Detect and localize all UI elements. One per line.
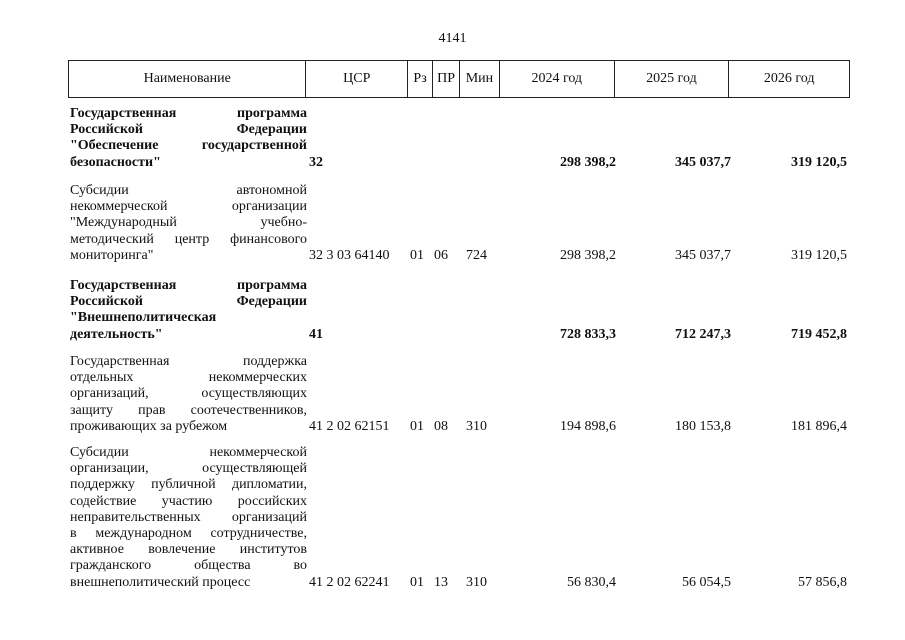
row-name <box>70 278 307 343</box>
row-name-line: Российской Федерации <box>70 122 307 138</box>
row-name-line: поддержку публичной дипломатии, <box>70 477 307 493</box>
column-header-2026: 2026 год <box>763 71 815 86</box>
row-name-line: Государственная программа <box>70 278 307 293</box>
row-value-2024: 56 830,4 <box>567 574 616 590</box>
column-header-rz: Рз <box>408 61 433 97</box>
row-rz: 01 <box>410 418 424 434</box>
table-header <box>68 60 850 98</box>
row-name-line: в международном сотрудничестве, <box>70 526 307 542</box>
row-value-2024: 194 898,6 <box>560 418 616 434</box>
row-name-line: Государственная программа <box>70 106 307 121</box>
row-name-line: деятельность" <box>70 326 163 342</box>
row-name-line: проживающих за рубежом <box>70 418 228 434</box>
row-value-2025: 712 247,3 <box>675 326 731 342</box>
row-name-line: активное вовлечение институтов <box>70 542 307 558</box>
column-header-2024: 2024 год <box>500 61 615 97</box>
row-value-2026: 181 896,4 <box>791 418 847 434</box>
row-name-line: организации, осуществляющей <box>70 461 307 477</box>
row-name-line: содействие участию российских <box>70 493 307 509</box>
column-header-csr: ЦСР <box>306 61 408 97</box>
row-name <box>70 445 307 591</box>
row-value-2025: 56 054,5 <box>682 574 731 590</box>
row-pr: 08 <box>434 418 448 434</box>
row-value-2024: 298 398,2 <box>560 154 616 170</box>
row-csr: 41 2 02 62151 <box>309 418 390 434</box>
row-name <box>70 106 307 171</box>
row-value-2025: 180 153,8 <box>675 418 731 434</box>
row-name-line: методический центр финансового <box>70 231 307 247</box>
table-row <box>68 183 850 264</box>
row-value-2026: 57 856,8 <box>798 574 847 590</box>
column-header-name: Наименование <box>69 61 306 97</box>
row-name <box>70 183 307 264</box>
row-value-2024: 728 833,3 <box>560 326 616 342</box>
row-rz: 01 <box>410 247 424 263</box>
row-name-line: гражданского общества во <box>70 558 307 574</box>
row-name-line: Субсидии некоммерческой <box>70 445 307 460</box>
row-min: 310 <box>466 574 487 590</box>
row-value-2024: 298 398,2 <box>560 247 616 263</box>
row-value-2026: 319 120,5 <box>791 247 847 263</box>
column-header-pr: ПР <box>433 61 460 97</box>
row-name-line: внешнеполитический процесс <box>70 574 251 590</box>
page-number: 4141 <box>438 31 467 46</box>
table-row <box>68 354 850 435</box>
row-name-line: защиту прав соотечественников, <box>70 402 307 418</box>
table-row <box>68 445 850 591</box>
row-name-line: некоммерческой организации <box>70 199 307 215</box>
row-min: 724 <box>466 247 487 263</box>
row-csr: 41 <box>309 326 323 342</box>
row-name-line: Государственная поддержка <box>70 354 307 369</box>
row-csr: 32 3 03 64140 <box>309 247 390 263</box>
row-name-line: Субсидии автономной <box>70 183 307 198</box>
row-min: 310 <box>466 418 487 434</box>
row-rz: 01 <box>410 574 424 590</box>
row-value-2026: 719 452,8 <box>791 326 847 342</box>
row-name-line: организаций, осуществляющих <box>70 386 307 402</box>
row-name-line: мониторинга" <box>70 247 154 263</box>
row-name-line: "Внешнеполитическая <box>70 310 217 326</box>
row-name-line: "Международный учебно- <box>70 215 307 231</box>
row-name-line: безопасности" <box>70 154 161 170</box>
row-value-2025: 345 037,7 <box>675 154 731 170</box>
row-pr: 06 <box>434 247 448 263</box>
row-name-line: "Обеспечение государственной <box>70 138 307 154</box>
row-pr: 13 <box>434 574 448 590</box>
row-csr: 32 <box>309 154 323 170</box>
table-row <box>68 106 850 171</box>
table-row <box>68 278 850 343</box>
row-value-2026: 319 120,5 <box>791 154 847 170</box>
row-name-line: неправительственных организаций <box>70 509 307 525</box>
row-name <box>70 354 307 435</box>
column-header-2025: 2025 год <box>615 61 730 97</box>
row-name-line: Российской Федерации <box>70 294 307 310</box>
row-csr: 41 2 02 62241 <box>309 574 390 590</box>
row-value-2025: 345 037,7 <box>675 247 731 263</box>
column-header-min: Мин <box>460 61 500 97</box>
row-name-line: отдельных некоммерческих <box>70 370 307 386</box>
